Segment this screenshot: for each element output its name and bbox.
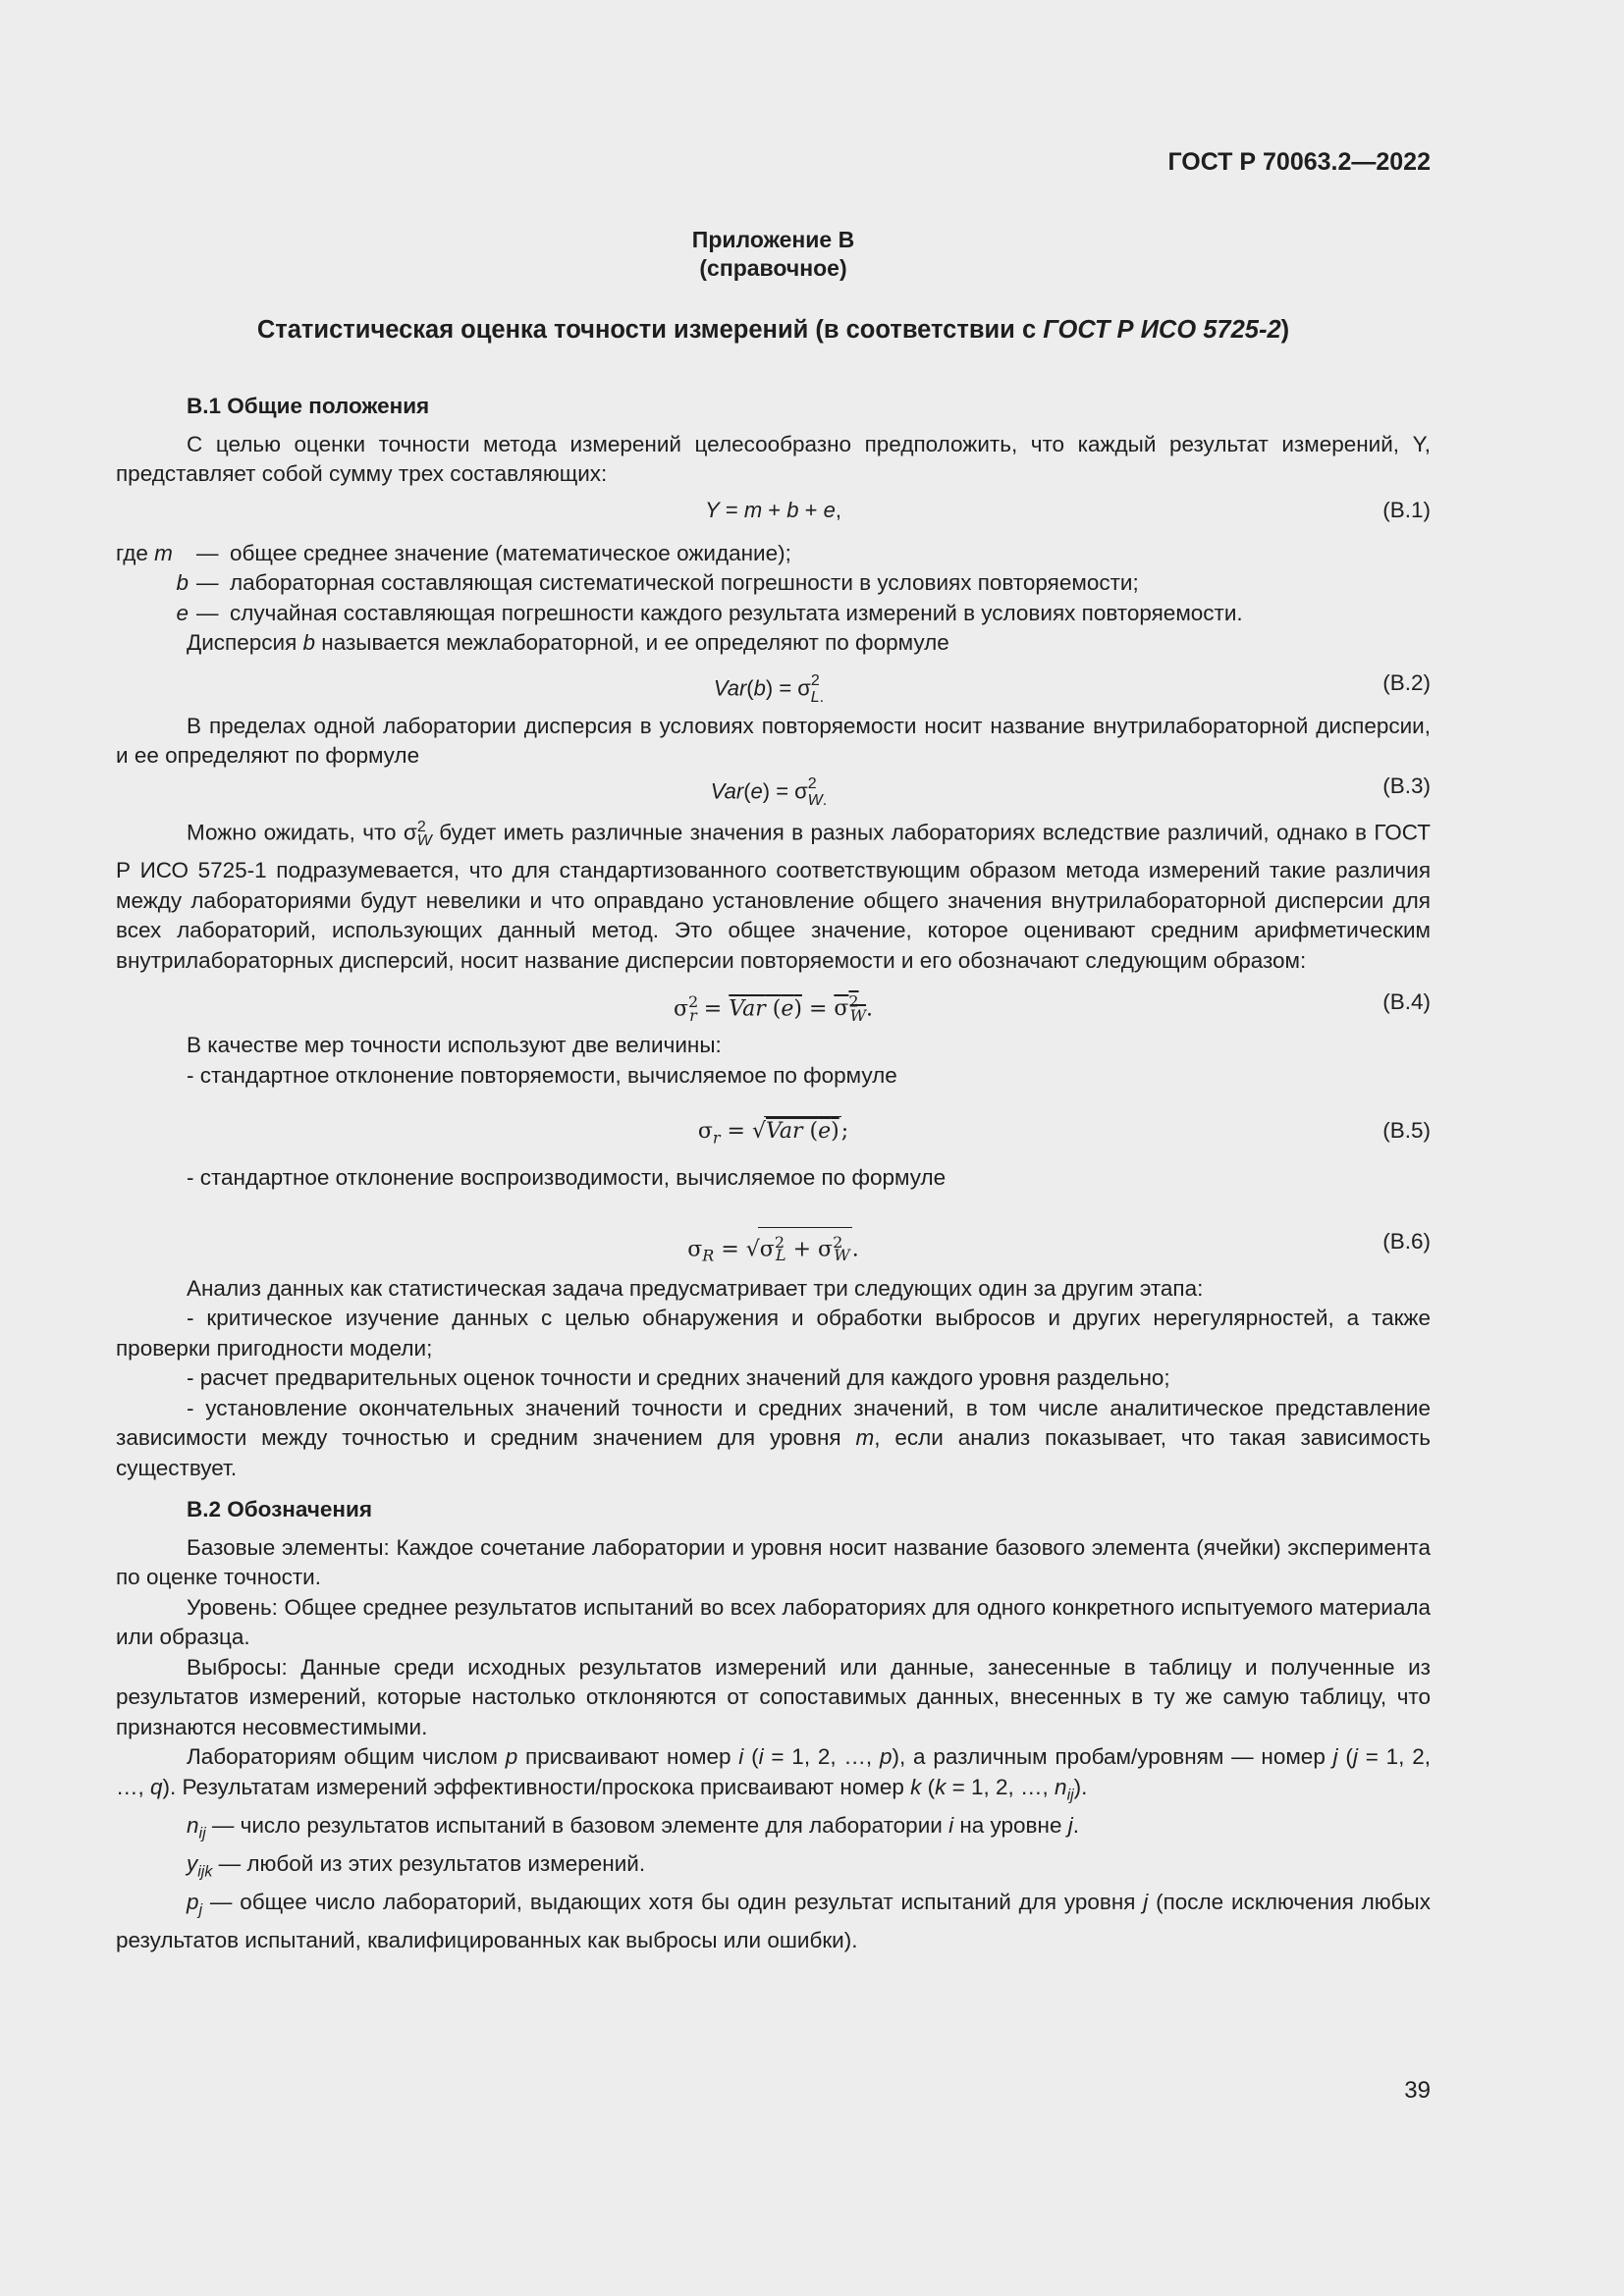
formula-expression: $\sigma_r = √Var$ (e);	[116, 1116, 1431, 1153]
formula-expression: Y = m + b + e,	[705, 497, 841, 522]
section-heading-b2: В.2 Обозначения	[187, 1497, 372, 1522]
formula-number: (В.1)	[1382, 497, 1431, 522]
document-code: ГОСТ Р 70063.2—2022	[1167, 148, 1431, 176]
paragraph-numbering: Лабораториям общим числом p присваивают номер i (i = 1, 2, …, p), а различным пробам/уровням — номер j (j = 1, 2, …, q). Результатам измерений эффективности/проскока присваивают номер k (k = 1, 2, …, $n_{ij}$).	[116, 1744, 1431, 1803]
formula-expression: $Var(e) = \sigma^2_{W.}$	[710, 774, 828, 810]
list-item-stage-1: - критическое изучение данных с целью обнаружения и обработки выбросов и других нерегулярностей, а также проверки пригодности модели;	[116, 1306, 1431, 1361]
formula-b1	[116, 496, 1431, 525]
paragraph-within-lab: В пределах одной лаборатории дисперсия в условиях повторяемости носит название внутрилабораторной дисперсии, и ее определяют по формуле	[116, 713, 1431, 768]
list-item-sR: - стандартное отклонение воспроизводимости, вычисляемое по формуле	[187, 1165, 947, 1190]
formula-b2	[116, 668, 1431, 707]
paragraph-variance-b: Дисперсия b называется межлабораторной, и ее определяют по формуле	[187, 630, 949, 655]
section-title: Статистическая оценка точности измерений (в соответствии с ГОСТ Р ИСО 5725-2)	[256, 316, 1290, 344]
paragraph-outliers: Выбросы: Данные среди исходных результатов измерений или данные, занесенные в таблицу и полученные из результатов измерений, которые настолько отклоняются от сопоставимых данных, внесенных в ту же самую таблицу, что признаются несовместимыми.	[116, 1654, 1431, 1739]
page-number: 39	[1404, 2077, 1431, 2104]
symbol-p-j: $p_j$ — общее число лабораторий, выдающих хотя бы один результат испытаний для уровня j (после исключения любых результатов испытаний, квалифицированных как выбросы или ошибки).	[116, 1889, 1431, 1952]
definition-b: b — лабораторная составляющая систематической погрешности в условиях повторяемости;	[176, 570, 1139, 595]
formula-number: (В.4)	[1382, 989, 1431, 1014]
paragraph-intro: С целью оценки точности метода измерений целесообразно предположить, что каждый результат измерений, Y, представляет собой сумму трех составляющих:	[116, 431, 1431, 486]
paragraph-basic-elements: Базовые элементы: Каждое сочетание лаборатории и уровня носит название базового элемента (ячейки) эксперимента по оценке точности.	[116, 1534, 1431, 1589]
list-item-stage-3: - установление окончательных значений точности и средних значений, в том числе аналитическое представление зависимости между точностью и средним значением для уровня m, если анализ показывает, что такая зависимость существует.	[116, 1395, 1431, 1480]
appendix-title: Приложение В	[691, 227, 855, 252]
paragraph-analysis: Анализ данных как статистическая задача предусматривает три следующих один за другим этапа:	[187, 1275, 1204, 1301]
appendix-heading	[116, 226, 1431, 283]
list-item-sr: - стандартное отклонение повторяемости, вычисляемое по формуле	[187, 1062, 897, 1088]
formula-number: (В.5)	[1382, 1118, 1431, 1143]
formula-number: (В.2)	[1382, 669, 1431, 695]
formula-expression: $\sigma_R = √\sigma^2_L + \sigma^2_W$.	[116, 1227, 1431, 1271]
formula-number: (В.3)	[1382, 773, 1431, 798]
formula-expression: $\sigma^2_r$ = Var $(e) = \sigma^2_W$.	[673, 992, 874, 1025]
definitions-list	[116, 539, 1431, 629]
paragraph-measures: В качестве мер точности используют две величины:	[187, 1033, 722, 1057]
standard-reference: ГОСТ Р ИСО 5725-2	[1043, 316, 1281, 344]
definition-m: где m — общее среднее значение (математическое ожидание);	[116, 540, 791, 565]
formula-b4	[116, 988, 1431, 1025]
formula-expression: $Var(b) = \sigma^2_{L.}$	[713, 671, 825, 707]
body-text	[116, 392, 1431, 1955]
formula-b3	[116, 772, 1431, 810]
definition-e: e — случайная составляющая погрешности каждого результата измерений в условиях повторяемости.	[176, 600, 1243, 625]
formula-b5	[116, 1116, 1431, 1146]
list-item-stage-2: - расчет предварительных оценок точности и средних значений для каждого уровня раздельно;	[187, 1365, 1170, 1390]
formula-b6	[116, 1227, 1431, 1265]
paragraph-level: Уровень: Общее среднее результатов испытаний во всех лабораториях для одного конкретного испытуемого материала или образца.	[116, 1594, 1431, 1649]
section-heading-b1: В.1 Общие положения	[187, 394, 430, 418]
symbol-y-ijk: $y_{ijk}$ — любой из этих результатов измерений.	[187, 1850, 646, 1880]
document-page	[116, 0, 1431, 2296]
symbol-n-ij: $n_{ij}$ — число результатов испытаний в базовом элементе для лаборатории i на уровне j.	[187, 1812, 1079, 1842]
formula-number: (В.6)	[1382, 1228, 1431, 1254]
paragraph-repeatability-variance: Можно ожидать, что $\sigma^2_W$ будет иметь различные значения в разных лабораториях вследствие различий, однако в ГОСТ Р ИСО 5725-1 подразумевается, что для стандартизованного соответствующим образом метода измерений такие различия между лабораториями будут невелики и что оправдано установление общего значения внутрилабораторной дисперсии для всех лабораторий, использующих данный метод. Это общее значение, которое оценивают средним арифметическим внутрилабораторных дисперсий, носит название дисперсии повторяемости и его обозначают следующим образом:	[116, 818, 1432, 973]
appendix-subtitle: (справочное)	[699, 255, 847, 281]
